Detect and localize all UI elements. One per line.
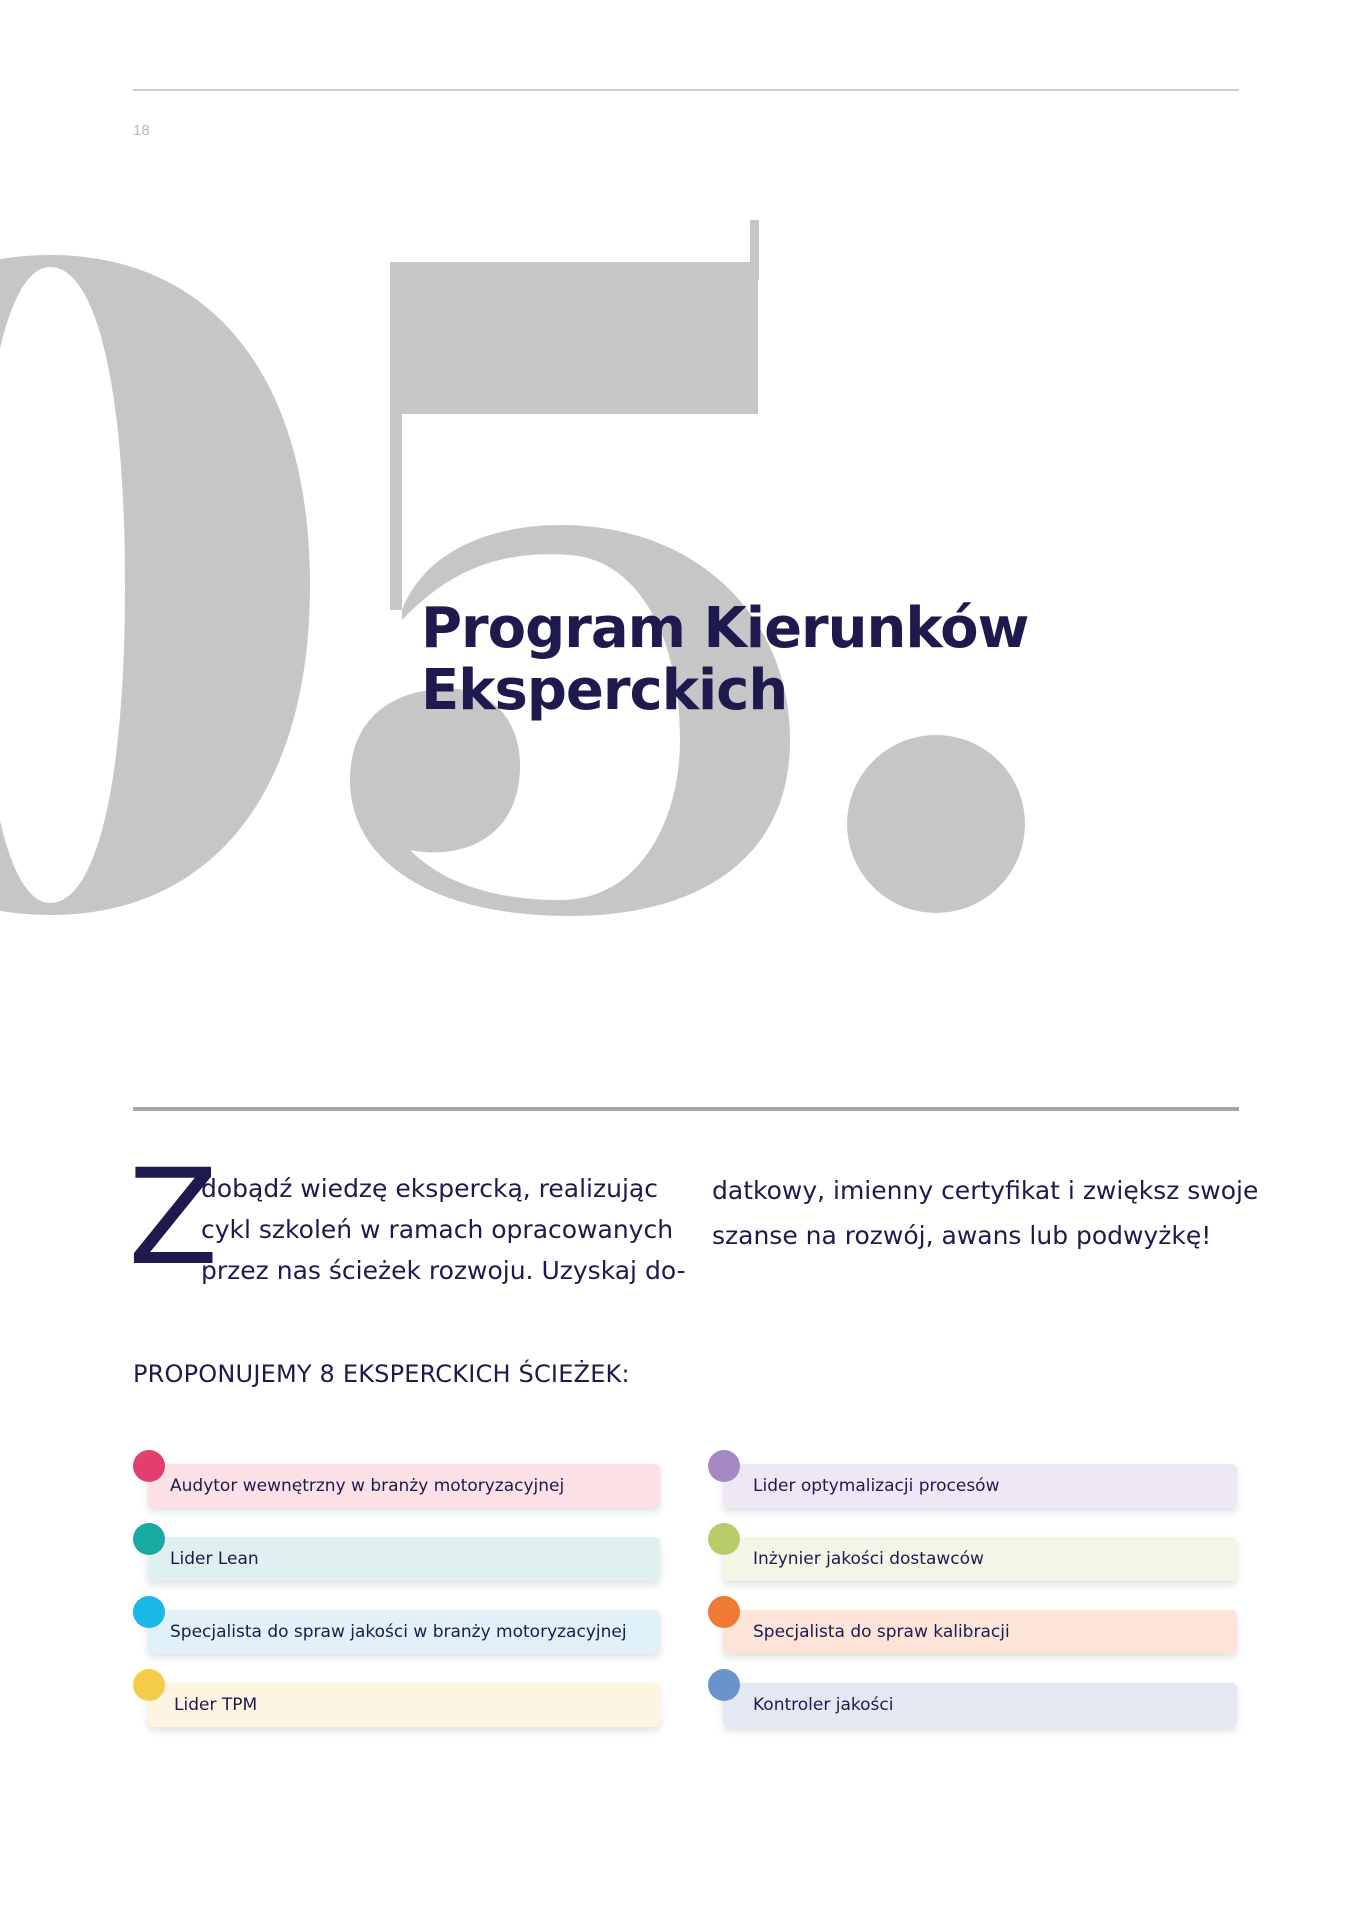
intro-line: cykl szkoleń w ramach opracowanych: [201, 1215, 674, 1244]
paths-heading: PROPONUJEMY 8 EKSPERCKICH ŚCIEŻEK:: [133, 1360, 630, 1388]
page-title: [421, 598, 1028, 722]
intro-line: dobądź wiedzę ekspercką, realizując: [201, 1174, 658, 1203]
path-label: Specjalista do spraw jakości w branży motoryzacyjnej: [170, 1622, 627, 1642]
path-label: Lider Lean: [170, 1549, 259, 1569]
path-dot: [133, 1596, 165, 1628]
intro-line: datkowy, imienny certyfikat i zwiększ swoje: [712, 1176, 1259, 1205]
numeral-five-flag: [390, 262, 758, 414]
numeral-five-stem: [390, 400, 402, 610]
path-label: Audytor wewnętrzny w branży motoryzacyjnej: [170, 1476, 565, 1496]
intro-left-column: [201, 1168, 686, 1291]
top-rule: [133, 89, 1239, 91]
path-label: Kontroler jakości: [753, 1695, 894, 1715]
path-label: Lider TPM: [174, 1695, 258, 1715]
path-dot: [133, 1450, 165, 1482]
path-label: Inżynier jakości dostawców: [753, 1549, 984, 1569]
intro-line: przez nas ścieżek rozwoju. Uzyskaj do-: [201, 1256, 686, 1285]
numeral-period: [847, 735, 1025, 913]
section-divider: [133, 1107, 1239, 1111]
intro-line: szanse na rozwój, awans lub podwyżkę!: [712, 1221, 1212, 1250]
page-number: 18: [133, 122, 150, 139]
path-dot: [708, 1523, 740, 1555]
drop-cap: Z: [128, 1141, 219, 1295]
title-line-1: Program Kierunków: [421, 596, 1029, 661]
path-dot: [133, 1669, 165, 1701]
numeral-five-flag-tip: [750, 220, 759, 280]
numeral-zero-shape: [0, 255, 310, 915]
path-label: Specjalista do spraw kalibracji: [753, 1622, 1010, 1642]
intro-right-column: [712, 1168, 1258, 1258]
path-dot: [708, 1450, 740, 1482]
path-dot: [708, 1596, 740, 1628]
path-dot: [133, 1523, 165, 1555]
title-line-2: Eksperckich: [421, 658, 788, 723]
section-numeral-graphic: [0, 200, 1369, 940]
path-label: Lider optymalizacji procesów: [753, 1476, 1000, 1496]
path-dot: [708, 1669, 740, 1701]
